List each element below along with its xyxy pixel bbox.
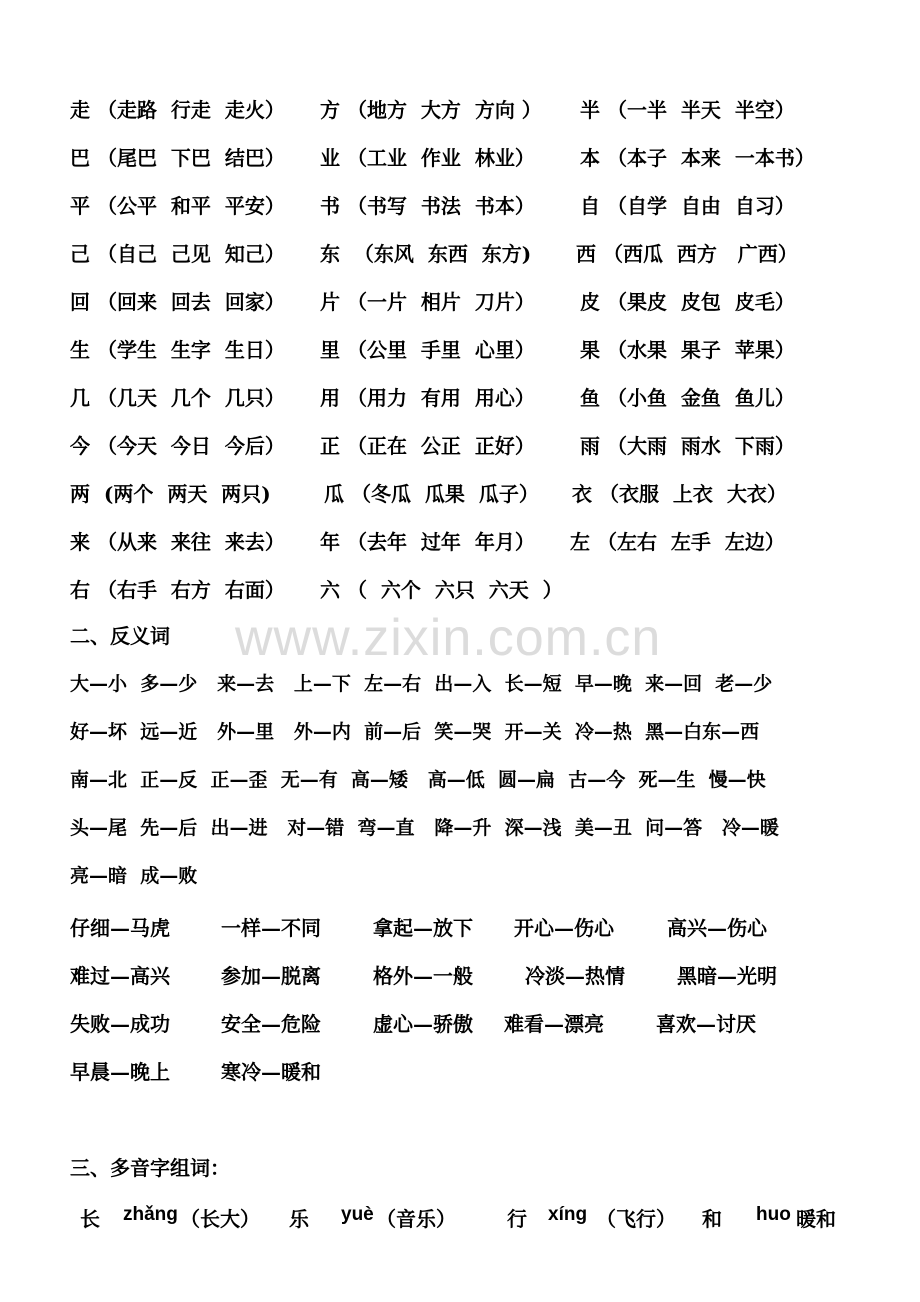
word-group: 回 （回来 回去 回家） [70,290,285,314]
antonym-pair: 参加—脱离 [221,964,321,988]
polyphone-pinyin: yuè [341,1204,374,1225]
word-group: 自 （自学 自由 自习） [580,194,795,218]
word-group: 半 （一半 半天 半空） [580,98,795,122]
antonym-pair: 一样—不同 [221,916,321,940]
antonym-line: 南—北 正—反 正—歪 无—有 高—矮 高—低 圆—扁 古—今 死—生 慢—快 [70,769,766,791]
antonym-pair: 虚心—骄傲 [373,1012,473,1036]
word-group: 年 （去年 过年 年月） [320,530,535,554]
section-heading: 二、反义词 [70,624,170,648]
antonym-pair: 拿起—放下 [373,916,473,940]
polyphone-word: （长大） [180,1207,260,1231]
polyphone-char: 乐 [289,1207,309,1231]
antonym-pair: 高兴—伤心 [667,916,767,940]
polyphone-word: 暖和 [796,1207,836,1231]
word-group: 雨 （大雨 雨水 下雨） [580,434,795,458]
word-group: 正 （正在 公正 正好） [320,434,535,458]
antonym-pair: 寒冷—暖和 [221,1060,321,1084]
antonym-pair: 格外—一般 [373,964,473,988]
antonym-line: 头—尾 先—后 出—进 对—错 弯—直 降—升 深—浅 美—丑 问—答 冷—暖 [70,817,779,839]
word-group: 东 （东风 东西 东方) [320,242,532,266]
word-group: 片 （一片 相片 刀片） [320,290,535,314]
word-group: 业 （工业 作业 林业） [320,146,535,170]
antonym-pair: 难过—高兴 [70,964,170,988]
word-group: 本 （本子 本来 一本书） [580,146,815,170]
word-group: 生 （学生 生字 生日） [70,338,285,362]
word-group: 巴 （尾巴 下巴 结巴） [70,146,285,170]
word-group: 两 (两个 两天 两只) [70,482,271,506]
antonym-pair: 安全—危险 [221,1012,321,1036]
word-group: 今 （今天 今日 今后） [70,434,285,458]
antonym-pair: 难看—漂亮 [504,1012,604,1036]
antonym-pair: 喜欢—讨厌 [656,1012,756,1036]
word-group: 衣 （衣服 上衣 大衣） [572,482,787,506]
word-group: 右 （右手 右方 右面） [70,578,285,602]
antonym-pair: 冷淡—热情 [525,964,625,988]
word-group: 己 （自己 己见 知己） [70,242,285,266]
polyphone-char: 行 [507,1207,527,1231]
word-group: 皮 （果皮 皮包 皮毛） [580,290,795,314]
antonym-line: 好—坏 远—近 外—里 外—内 前—后 笑—哭 开—关 冷—热 黑—白东—西 [70,721,760,743]
word-group: 六 （ 六个 六只 六天 ） [320,578,563,602]
word-group: 来 （从来 来往 来去） [70,530,285,554]
polyphone-word: （音乐） [376,1207,456,1231]
antonym-line: 亮—暗 成—败 [70,865,198,887]
antonym-pair: 开心—伤心 [514,916,614,940]
word-group: 用 （用力 有用 用心） [320,386,535,410]
polyphone-pinyin: xíng [548,1204,588,1225]
word-group: 里 （公里 手里 心里） [320,338,535,362]
polyphone-word: （飞行） [596,1207,676,1231]
word-group: 果 （水果 果子 苹果） [580,338,795,362]
word-group: 瓜 （冬瓜 瓜果 瓜子） [324,482,539,506]
antonym-pair: 失败—成功 [70,1012,170,1036]
section-heading: 三、多音字组词： [70,1156,230,1180]
antonym-pair: 黑暗—光明 [677,964,777,988]
word-group: 书 （书写 书法 书本） [320,194,535,218]
word-group: 平 （公平 和平 平安） [70,194,285,218]
polyphone-pinyin: zhǎng [123,1204,178,1225]
word-group: 鱼 （小鱼 金鱼 鱼儿） [580,386,795,410]
antonym-line: 大—小 多—少 来—去 上—下 左—右 出—入 长—短 早—晚 来—回 老—少 [70,673,773,695]
antonym-pair: 早晨—晚上 [70,1060,170,1084]
polyphone-char: 长 [80,1207,100,1231]
antonym-pair: 仔细—马虎 [70,916,170,940]
word-group: 走 （走路 行走 走火） [70,98,285,122]
polyphone-pinyin: huo [756,1204,791,1225]
word-group: 几 （几天 几个 几只） [70,386,285,410]
polyphone-char: 和 [702,1207,722,1231]
watermark: www.zixin.com.cn [235,609,662,667]
word-group: 方 （地方 大方 方向 ） [320,98,542,122]
word-group: 左 （左右 左手 左边） [570,530,785,554]
word-group: 西 （西瓜 西方 广西） [576,242,798,266]
